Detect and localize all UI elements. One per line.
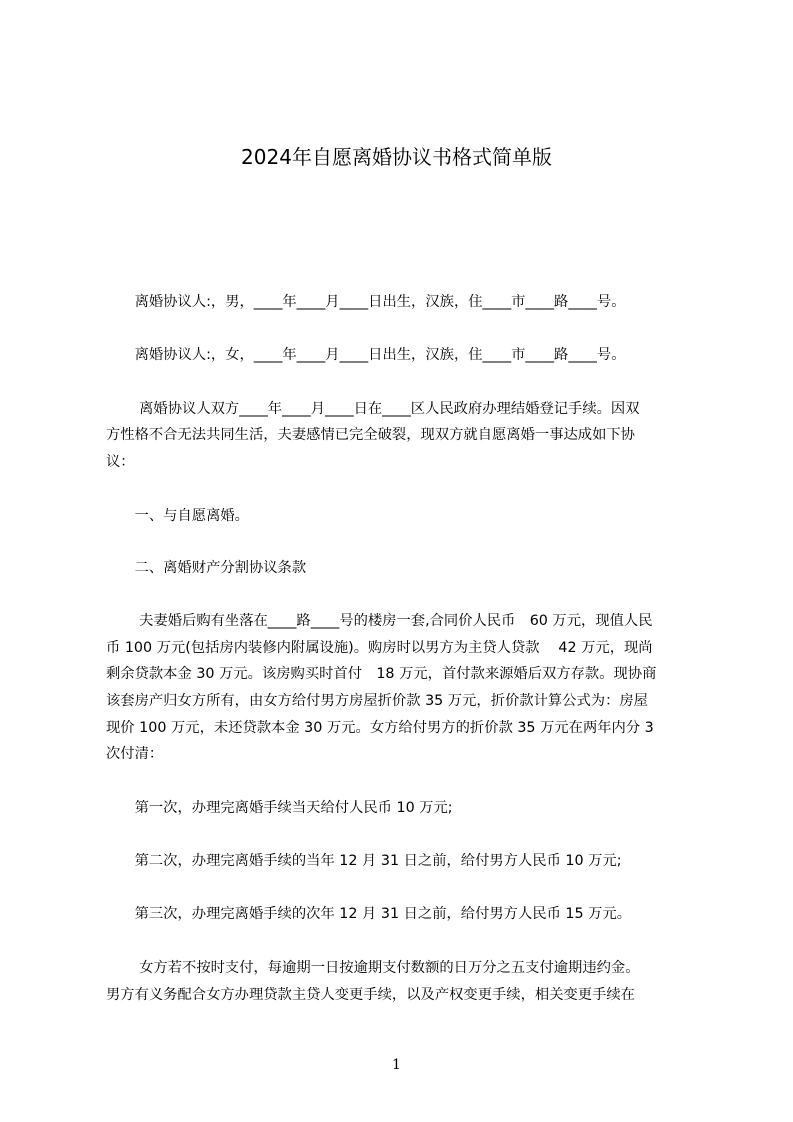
section-heading: 一、与自愿离婚。 [106, 508, 249, 524]
paragraph-line: 男方有义务配合女方办理贷款主贷人变更手续，以及产权变更手续，相关变更手续在 [106, 987, 635, 1003]
paragraph-line: 离婚协议人:，女，____年____月____日出生，汉族，住____市____路____号。 [106, 347, 626, 363]
paragraph-line: 议： [106, 454, 135, 470]
page-number: 1 [392, 1057, 401, 1073]
paragraph-line: 夫妻婚后购有坐落在____路____号的楼房一套,合同价人民币 60 万元，现值人民 [106, 613, 653, 629]
paragraph-line: 次付清： [106, 746, 164, 762]
paragraph-line: 第一次，办理完离婚手续当天给付人民币 10 万元; [106, 800, 453, 816]
paragraph-line: 女方若不按时支付，每逾期一日按逾期支付数额的日万分之五支付逾期违约金。 [106, 960, 640, 976]
paragraph-line: 离婚协议人双方____年____月____日在____区人民政府办理结婚登记手续。因双 [106, 401, 640, 417]
paragraph-line: 离婚协议人:，男，____年____月____日出生，汉族，住____市____路____号。 [106, 294, 626, 310]
paragraph-line: 现价 100 万元，未还贷款本金 30 万元。女方给付男方的折价款 35 万元在两年内分 3 [106, 720, 654, 736]
paragraph-line: 第二次，办理完离婚手续的当年 12 月 31 日之前，给付男方人民币 10 万元; [106, 853, 622, 869]
document-title: 2024年自愿离婚协议书格式简单版 [241, 145, 552, 169]
paragraph-line: 方性格不合无法共同生活，夫妻感情已完全破裂，现双方就自愿离婚一事达成如下协 [106, 427, 635, 443]
section-heading: 二、离婚财产分割协议条款 [106, 560, 307, 576]
paragraph-line: 第三次，办理完离婚手续的次年 12 月 31 日之前，给付男方人民币 15 万元。 [106, 906, 632, 922]
paragraph-line: 剩余贷款本金 30 万元。该房购买时首付 18 万元，首付款来源婚后双方存款。现协商 [106, 666, 657, 682]
paragraph-line: 该套房产归女方所有，由女方给付男方房屋折价款 35 万元，折价款计算公式为：房屋 [106, 693, 648, 709]
paragraph-line: 币 100 万元(包括房内装修内附属设施)。购房时以男方为主贷人贷款 42 万元，现尚 [106, 640, 653, 656]
